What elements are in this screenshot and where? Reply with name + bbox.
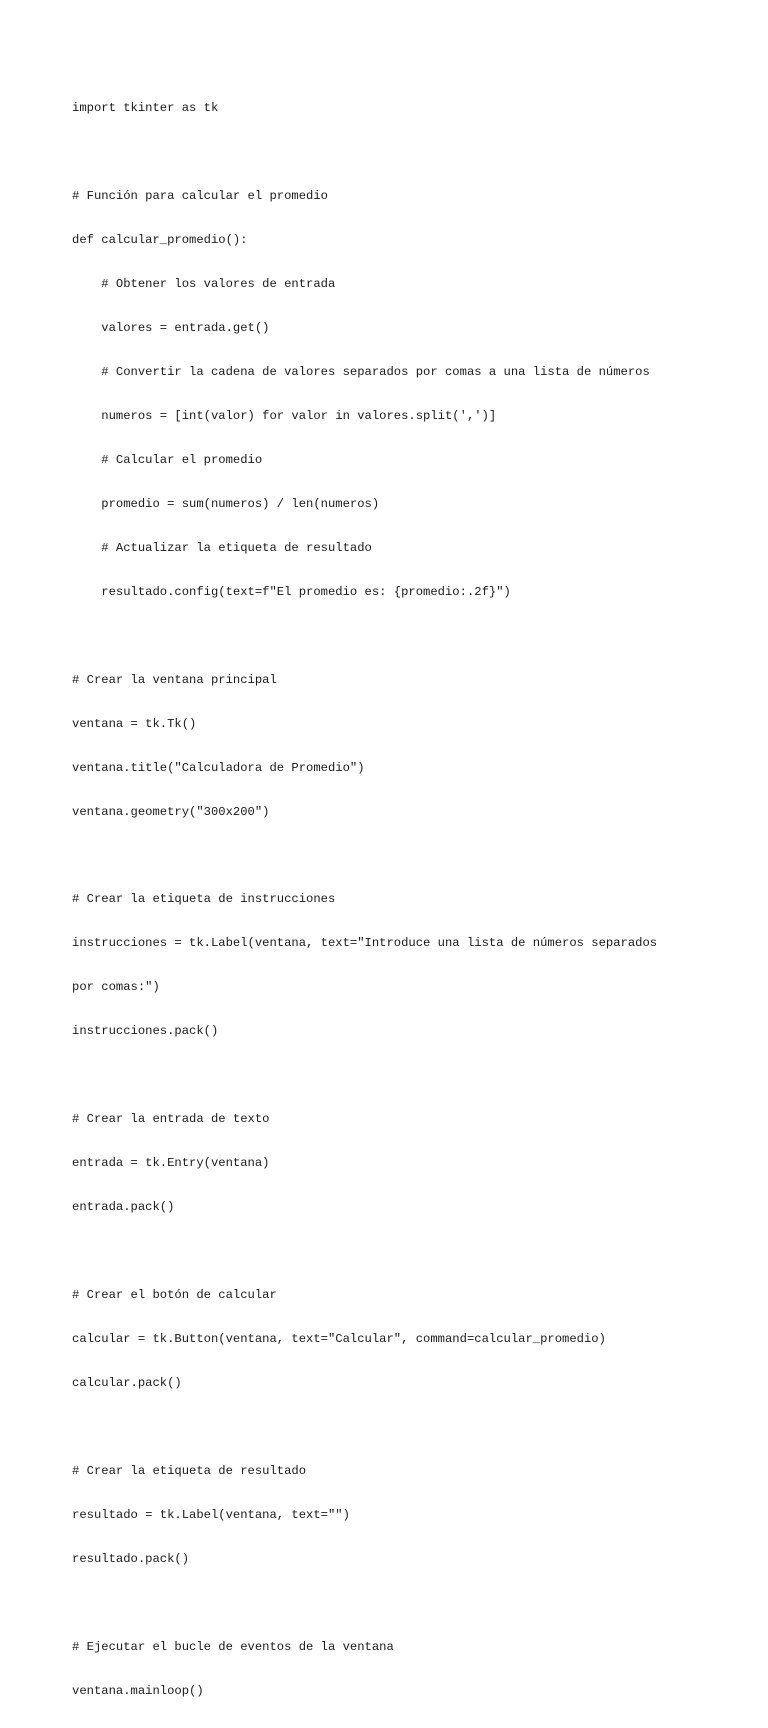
code-line: ventana.title("Calculadora de Promedio") <box>72 760 365 775</box>
code-line: # Crear el botón de calcular <box>72 1288 277 1303</box>
code-line: instrucciones = tk.Label(ventana, text="Introduce una lista de números separados <box>72 936 658 951</box>
code-line <box>72 1420 692 1435</box>
code-line <box>72 1244 692 1259</box>
code-line <box>72 849 692 864</box>
code-line: # Obtener los valores de entrada <box>72 277 336 292</box>
code-listing <box>72 72 692 1728</box>
code-line: numeros = [int(valor) for valor in valores.split(',')] <box>72 408 497 423</box>
code-line: # Crear la ventana principal <box>72 672 277 687</box>
code-line: resultado.config(text=f"El promedio es: {promedio:.2f}") <box>72 584 511 599</box>
code-line: # Crear la etiqueta de instrucciones <box>72 892 336 907</box>
code-line: resultado = tk.Label(ventana, text="") <box>72 1507 350 1522</box>
code-line: ventana = tk.Tk() <box>72 716 197 731</box>
code-line: valores = entrada.get() <box>72 321 270 336</box>
code-line: promedio = sum(numeros) / len(numeros) <box>72 496 380 511</box>
code-line: resultado.pack() <box>72 1551 190 1566</box>
code-line: # Convertir la cadena de valores separados por comas a una lista de números <box>72 365 650 380</box>
code-line: # Función para calcular el promedio <box>72 189 328 204</box>
code-line: entrada = tk.Entry(ventana) <box>72 1156 270 1171</box>
code-line: # Calcular el promedio <box>72 452 263 467</box>
code-line: calcular = tk.Button(ventana, text="Calcular", command=calcular_promedio) <box>72 1332 606 1346</box>
code-line <box>72 145 692 160</box>
code-line: por comas:") <box>72 980 160 995</box>
code-line: ventana.geometry("300x200") <box>72 804 270 819</box>
code-line: entrada.pack() <box>72 1200 175 1215</box>
code-line: def calcular_promedio(): <box>72 233 248 248</box>
code-line: ventana.mainloop() <box>72 1683 204 1698</box>
code-line <box>72 1596 692 1611</box>
code-line: # Crear la entrada de texto <box>72 1112 270 1127</box>
code-line <box>72 629 692 644</box>
code-line: import tkinter as tk <box>72 101 219 116</box>
code-line: # Ejecutar el bucle de eventos de la ventana <box>72 1639 394 1654</box>
code-line: calcular.pack() <box>72 1375 182 1390</box>
code-line: # Actualizar la etiqueta de resultado <box>72 540 372 555</box>
code-line <box>72 1068 692 1083</box>
code-line: # Crear la etiqueta de resultado <box>72 1463 307 1478</box>
code-line: instrucciones.pack() <box>72 1024 219 1039</box>
